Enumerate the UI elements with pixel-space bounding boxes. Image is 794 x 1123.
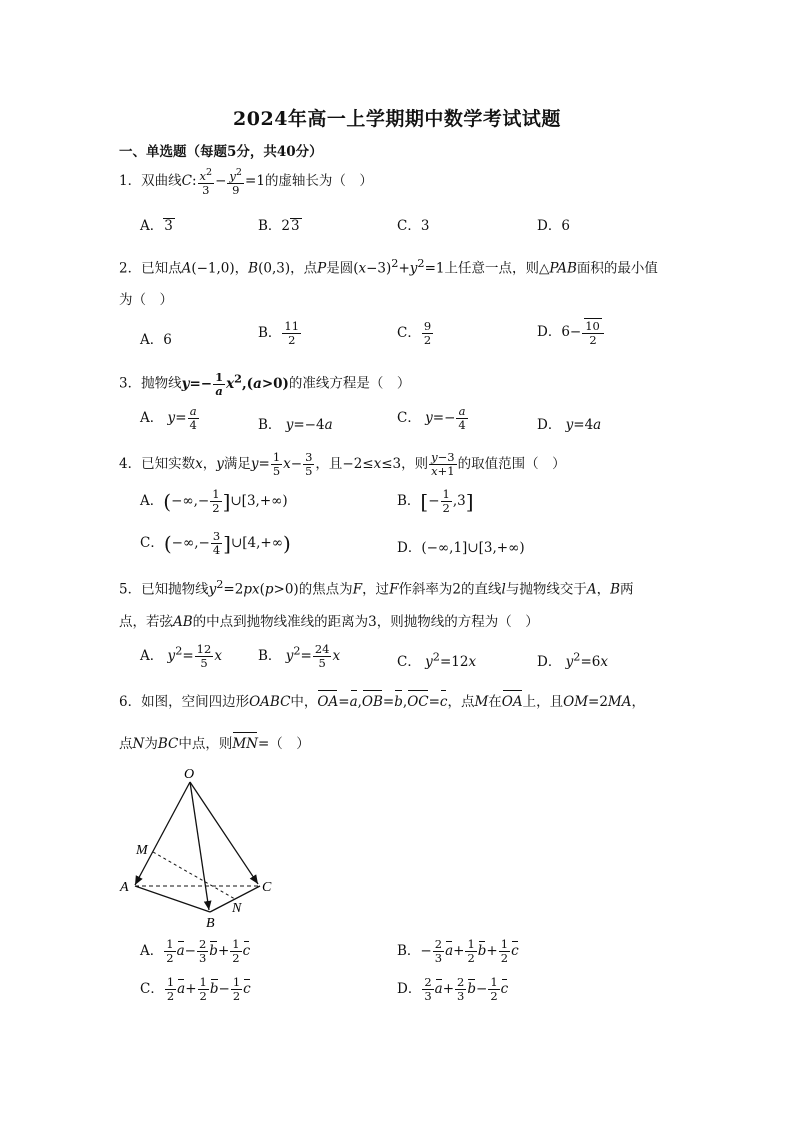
question-1-stem: 1．双曲线C: $\frac{x^2}{3}$ − $\frac{y^2}{9}$ =1的虚轴长为（ ） [119,167,373,197]
q3-option-b[interactable]: B． y=−4a [258,417,333,433]
question-6-line2: 点N为BC中点，则MN=（ ） [119,736,310,752]
q3-option-c[interactable]: C． y=− $\frac{a}{4}$ [397,404,466,432]
q5-option-a[interactable]: A． $y^2=$ $\frac{12}{5}$ x [140,642,222,670]
q4-option-b[interactable]: B．[− $\frac{1}{2}$ ,3] [397,487,474,515]
question-2-line1: 2．已知点A(−1,0)，B(0,3)，点P是圆$(x-3)^2+y^2=1$上任意一点，则△PAB面积的最小值 [119,257,658,277]
q5-option-b[interactable]: B． $y^2=$ $\frac{24}{5}$ x [258,642,341,670]
q3-option-d[interactable]: D． y=4a [537,417,602,433]
question-2-line2: 为（ ） [119,292,173,308]
q6-option-a[interactable]: A． $\frac{1}{2}$ a− $\frac{2}{3}$ b+ $\frac{1}{2}$ c [140,937,251,965]
q3-option-a[interactable]: A． y= $\frac{a}{4}$ [140,404,197,432]
q6-option-c[interactable]: C． $\frac{1}{2}$ a+ $\frac{1}{2}$ b− $\frac{1}{2}$ c [140,975,251,1003]
q5-option-d[interactable]: D． $y^2=6x$ [537,650,608,670]
q4-option-c[interactable]: C．(−∞,− $\frac{3}{4}$ ]∪[4,+∞) [140,529,291,557]
edge-OC [190,782,258,884]
q4-option-d[interactable]: D．(−∞,1]∪[3,+∞) [397,540,525,556]
section-heading: 一、单选题（每题5分，共40分） [119,144,323,160]
q6-option-b[interactable]: B．− $\frac{2}{3}$ a+ $\frac{1}{2}$ b+ $\frac{1}{2}$ c [397,937,519,965]
edge-OA [135,782,190,885]
q1-option-b[interactable]: B．23 [258,218,300,234]
question-5-line1: 5．已知抛物线$y^2=2px(p>0)$的焦点为F，过F作斜率为2的直线l与抛物线交于A，B两 [119,578,634,598]
edge-AB [135,886,210,912]
label-B: B [206,916,215,931]
label-M: M [136,843,148,858]
q2-option-a[interactable]: A．6 [140,332,172,348]
segment-MN [153,852,235,899]
question-3-stem: 3．抛物线y=− $\frac{1}{a}$ $x^2,(a>0)$的准线方程是（ ） [119,369,411,398]
q1-option-a[interactable]: A．3 [140,218,173,234]
q2-option-b[interactable]: B． $\frac{11}{2}$ [258,319,300,347]
q2-option-d[interactable]: D．6− $\frac{10}{2}$ [537,318,605,347]
q6-option-d[interactable]: D． $\frac{2}{3}$ a+ $\frac{2}{3}$ b− $\frac{1}{2}$ c [397,975,509,1003]
q1-suffix: 的虚轴长为（ ） [264,172,373,189]
label-A: A [120,880,129,895]
label-O: O [184,767,195,782]
label-C: C [262,880,272,895]
q4-option-a[interactable]: A．(−∞,− $\frac{1}{2}$ ]∪[3,+∞) [140,487,288,515]
q2-option-c[interactable]: C． $\frac{9}{2}$ [397,319,432,347]
q1-prefix: 1．双曲线 [119,172,182,189]
tetrahedron-figure [110,762,290,932]
question-4-stem: 4．已知实数x，y满足y= $\frac{1}{5}$ x− $\frac{3}{5}$ ，且−2≤x≤3，则 $\frac{y-3}{x+1}$ 的取值范围（ ） [119,450,566,478]
edge-OB [190,782,209,910]
question-5-line2: 点，若弦AB的中点到抛物线准线的距离为3，则抛物线的方程为（ ） [119,614,539,630]
q5-option-c[interactable]: C． $y^2=12x$ [397,650,477,670]
question-6-line1: 6．如图，空间四边形OABC中，OA=a,OB=b,OC=c，点M在OA上，且OM=2MA， [119,694,645,710]
page-title: 2024年高一上学期期中数学考试试题 [233,108,561,130]
label-N: N [232,901,242,916]
q1-option-c[interactable]: C．3 [397,218,430,234]
q1-option-d[interactable]: D．6 [537,218,570,234]
